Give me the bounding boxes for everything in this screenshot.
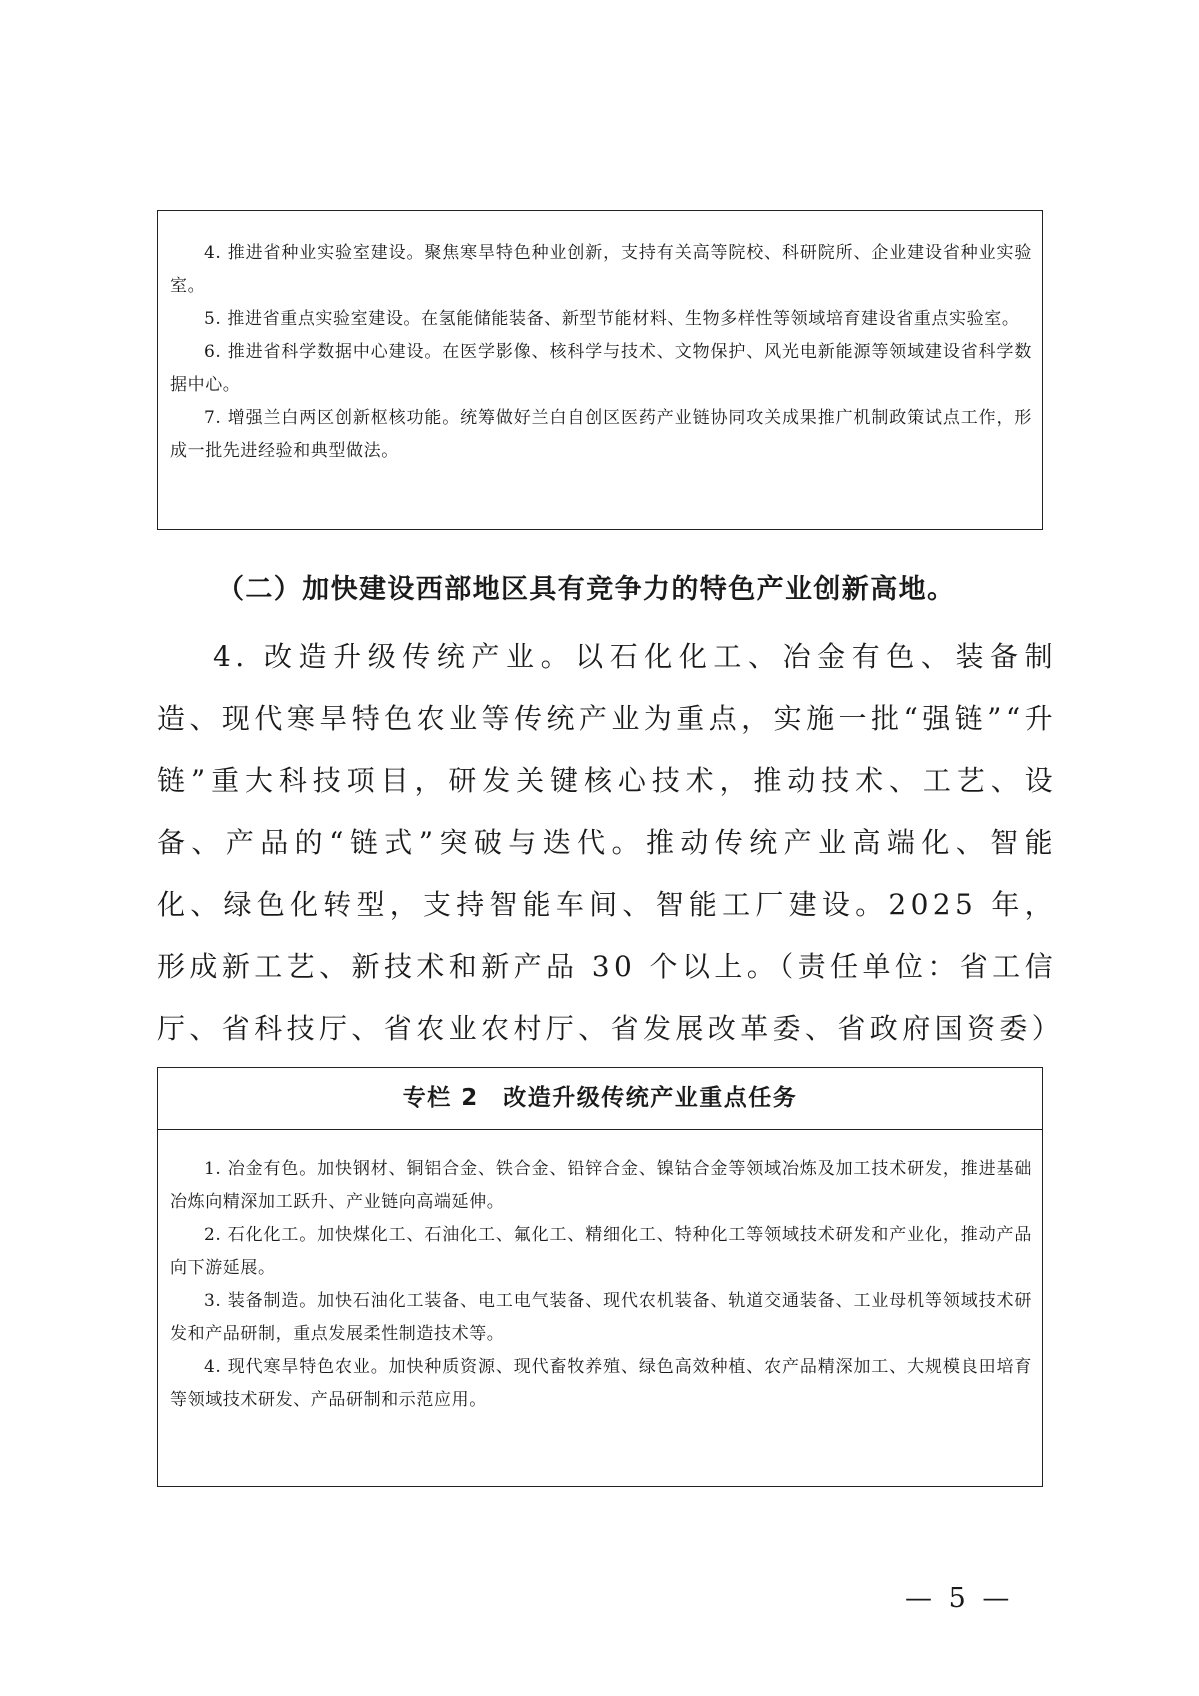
- box-item: 3. 装备制造。加快石油化工装备、电工电气装备、现代农机装备、轨道交通装备、工业母机等领域技术研发和产品研制，重点发展柔性制造技术等。: [170, 1291, 1032, 1344]
- box-item: 2. 石化化工。加快煤化工、石油化工、氟化工、精细化工、特种化工等领域技术研发和产业化，推动产品向下游延展。: [170, 1225, 1032, 1278]
- box-item: 1. 冶金有色。加快钢材、铜铝合金、铁合金、铅锌合金、镍钴合金等领域冶炼及加工技术研发，推进基础冶炼向精深加工跃升、产业链向高端延伸。: [170, 1159, 1032, 1212]
- box-item: 4. 现代寒旱特色农业。加快种质资源、现代畜牧养殖、绿色高效种植、农产品精深加工、大规模良田培育等领域技术研发、产品研制和示范应用。: [170, 1357, 1032, 1410]
- box-body: [158, 1130, 1042, 1417]
- page-number: — 5 —: [905, 1583, 1014, 1614]
- box-item: 4. 推进省种业实验室建设。聚焦寒旱特色种业创新，支持有关高等院校、科研院所、企业建设省种业实验室。: [170, 243, 1032, 296]
- box-title: 专栏 2 改造升级传统产业重点任务: [158, 1068, 1042, 1130]
- box-item: 6. 推进省科学数据中心建设。在医学影像、核科学与技术、文物保护、风光电新能源等领域建设省科学数据中心。: [170, 342, 1032, 395]
- section-heading: （二）加快建设西部地区具有竞争力的特色产业创新高地。: [217, 574, 956, 605]
- task-box-traditional-industries: [157, 1067, 1043, 1487]
- box-item: 7. 增强兰白两区创新枢核功能。统筹做好兰白自创区医药产业链协同攻关成果推广机制政策试点工作，形成一批先进经验和典型做法。: [170, 408, 1032, 461]
- body-paragraph: 4. 改造升级传统产业。以石化化工、冶金有色、装备制造、现代寒旱特色农业等传统产业为重点，实施一批“强链”“升链”重大科技项目，研发关键核心技术，推动技术、工艺、设备、产品的“链式”突破与迭代。推动传统产业高端化、智能化、绿色化转型，支持智能车间、智能工厂建设。2025 年，形成新工艺、新技术和新产品 30 个以上。（责任单位：省工信厅、省科技厅、省农业农村厅、省发展改革委、省政府国资委）: [157, 640, 1065, 1045]
- box-item: 5. 推进省重点实验室建设。在氢能储能装备、新型节能材料、生物多样性等领域培育建设省重点实验室。: [204, 309, 1020, 329]
- task-box-laboratories: [157, 210, 1043, 530]
